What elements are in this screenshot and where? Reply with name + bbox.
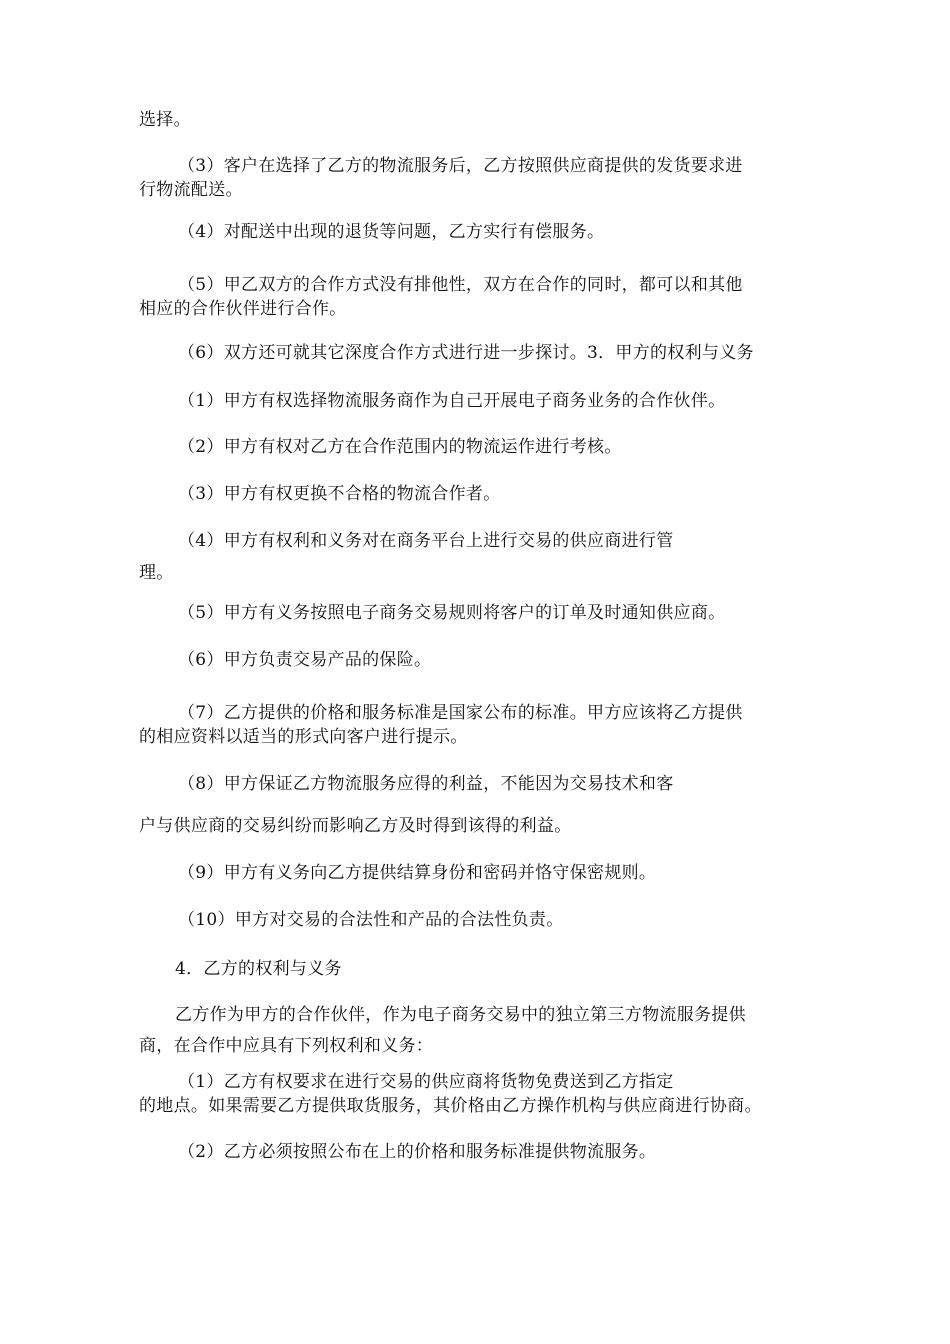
text-line: 商，在合作中应具有下列权利和义务：	[139, 1036, 434, 1056]
text-line: 行物流配送。	[139, 180, 243, 200]
text-line: （4）对配送中出现的退货等问题，乙方实行有偿服务。	[178, 222, 605, 242]
text-line: （6）甲方负责交易产品的保险。	[178, 650, 432, 670]
text-line: （7）乙方提供的价格和服务标准是国家公布的标准。甲方应该将乙方提供	[178, 703, 743, 723]
text-line: 乙方作为甲方的合作伙伴，作为电子商务交易中的独立第三方物流服务提供	[175, 1005, 746, 1025]
text-line: （8）甲方保证乙方物流服务应得的利益，不能因为交易技术和客	[178, 774, 674, 794]
text-line: （4）甲方有权利和义务对在商务平台上进行交易的供应商进行管	[178, 531, 674, 551]
text-line: 相应的合作伙伴进行合作。	[139, 299, 347, 319]
text-line: 户与供应商的交易纠纷而影响乙方及时得到该得的利益。	[139, 816, 572, 836]
text-line: （3）客户在选择了乙方的物流服务后，乙方按照供应商提供的发货要求进	[178, 156, 743, 176]
text-line: （1）甲方有权选择物流服务商作为自己开展电子商务业务的合作伙伴。	[178, 391, 726, 411]
text-line: （2）乙方必须按照公布在上的价格和服务标准提供物流服务。	[178, 1142, 657, 1162]
text-line: （1）乙方有权要求在进行交易的供应商将货物免费送到乙方指定	[178, 1072, 674, 1092]
text-line: 理。	[139, 563, 174, 583]
text-line: （10）甲方对交易的合法性和产品的合法性负责。	[178, 910, 564, 930]
text-line: 的地点。如果需要乙方提供取货服务，其价格由乙方操作机构与供应商进行协商。	[139, 1096, 762, 1116]
text-line: 选择。	[139, 110, 191, 130]
text-line: （9）甲方有义务向乙方提供结算身份和密码并恪守保密规则。	[178, 863, 657, 883]
text-line: 的相应资料以适当的形式向客户进行提示。	[139, 727, 468, 747]
section-heading: 4．乙方的权利与义务	[175, 959, 342, 979]
text-line: （5）甲方有义务按照电子商务交易规则将客户的订单及时通知供应商。	[178, 603, 726, 623]
text-line: （2）甲方有权对乙方在合作范围内的物流运作进行考核。	[178, 437, 622, 457]
text-line: （5）甲乙双方的合作方式没有排他性，双方在合作的同时，都可以和其他	[178, 275, 743, 295]
text-line: （6）双方还可就其它深度合作方式进行进一步探讨。3．甲方的权利与义务	[178, 343, 754, 363]
text-line: （3）甲方有权更换不合格的物流合作者。	[178, 484, 501, 504]
